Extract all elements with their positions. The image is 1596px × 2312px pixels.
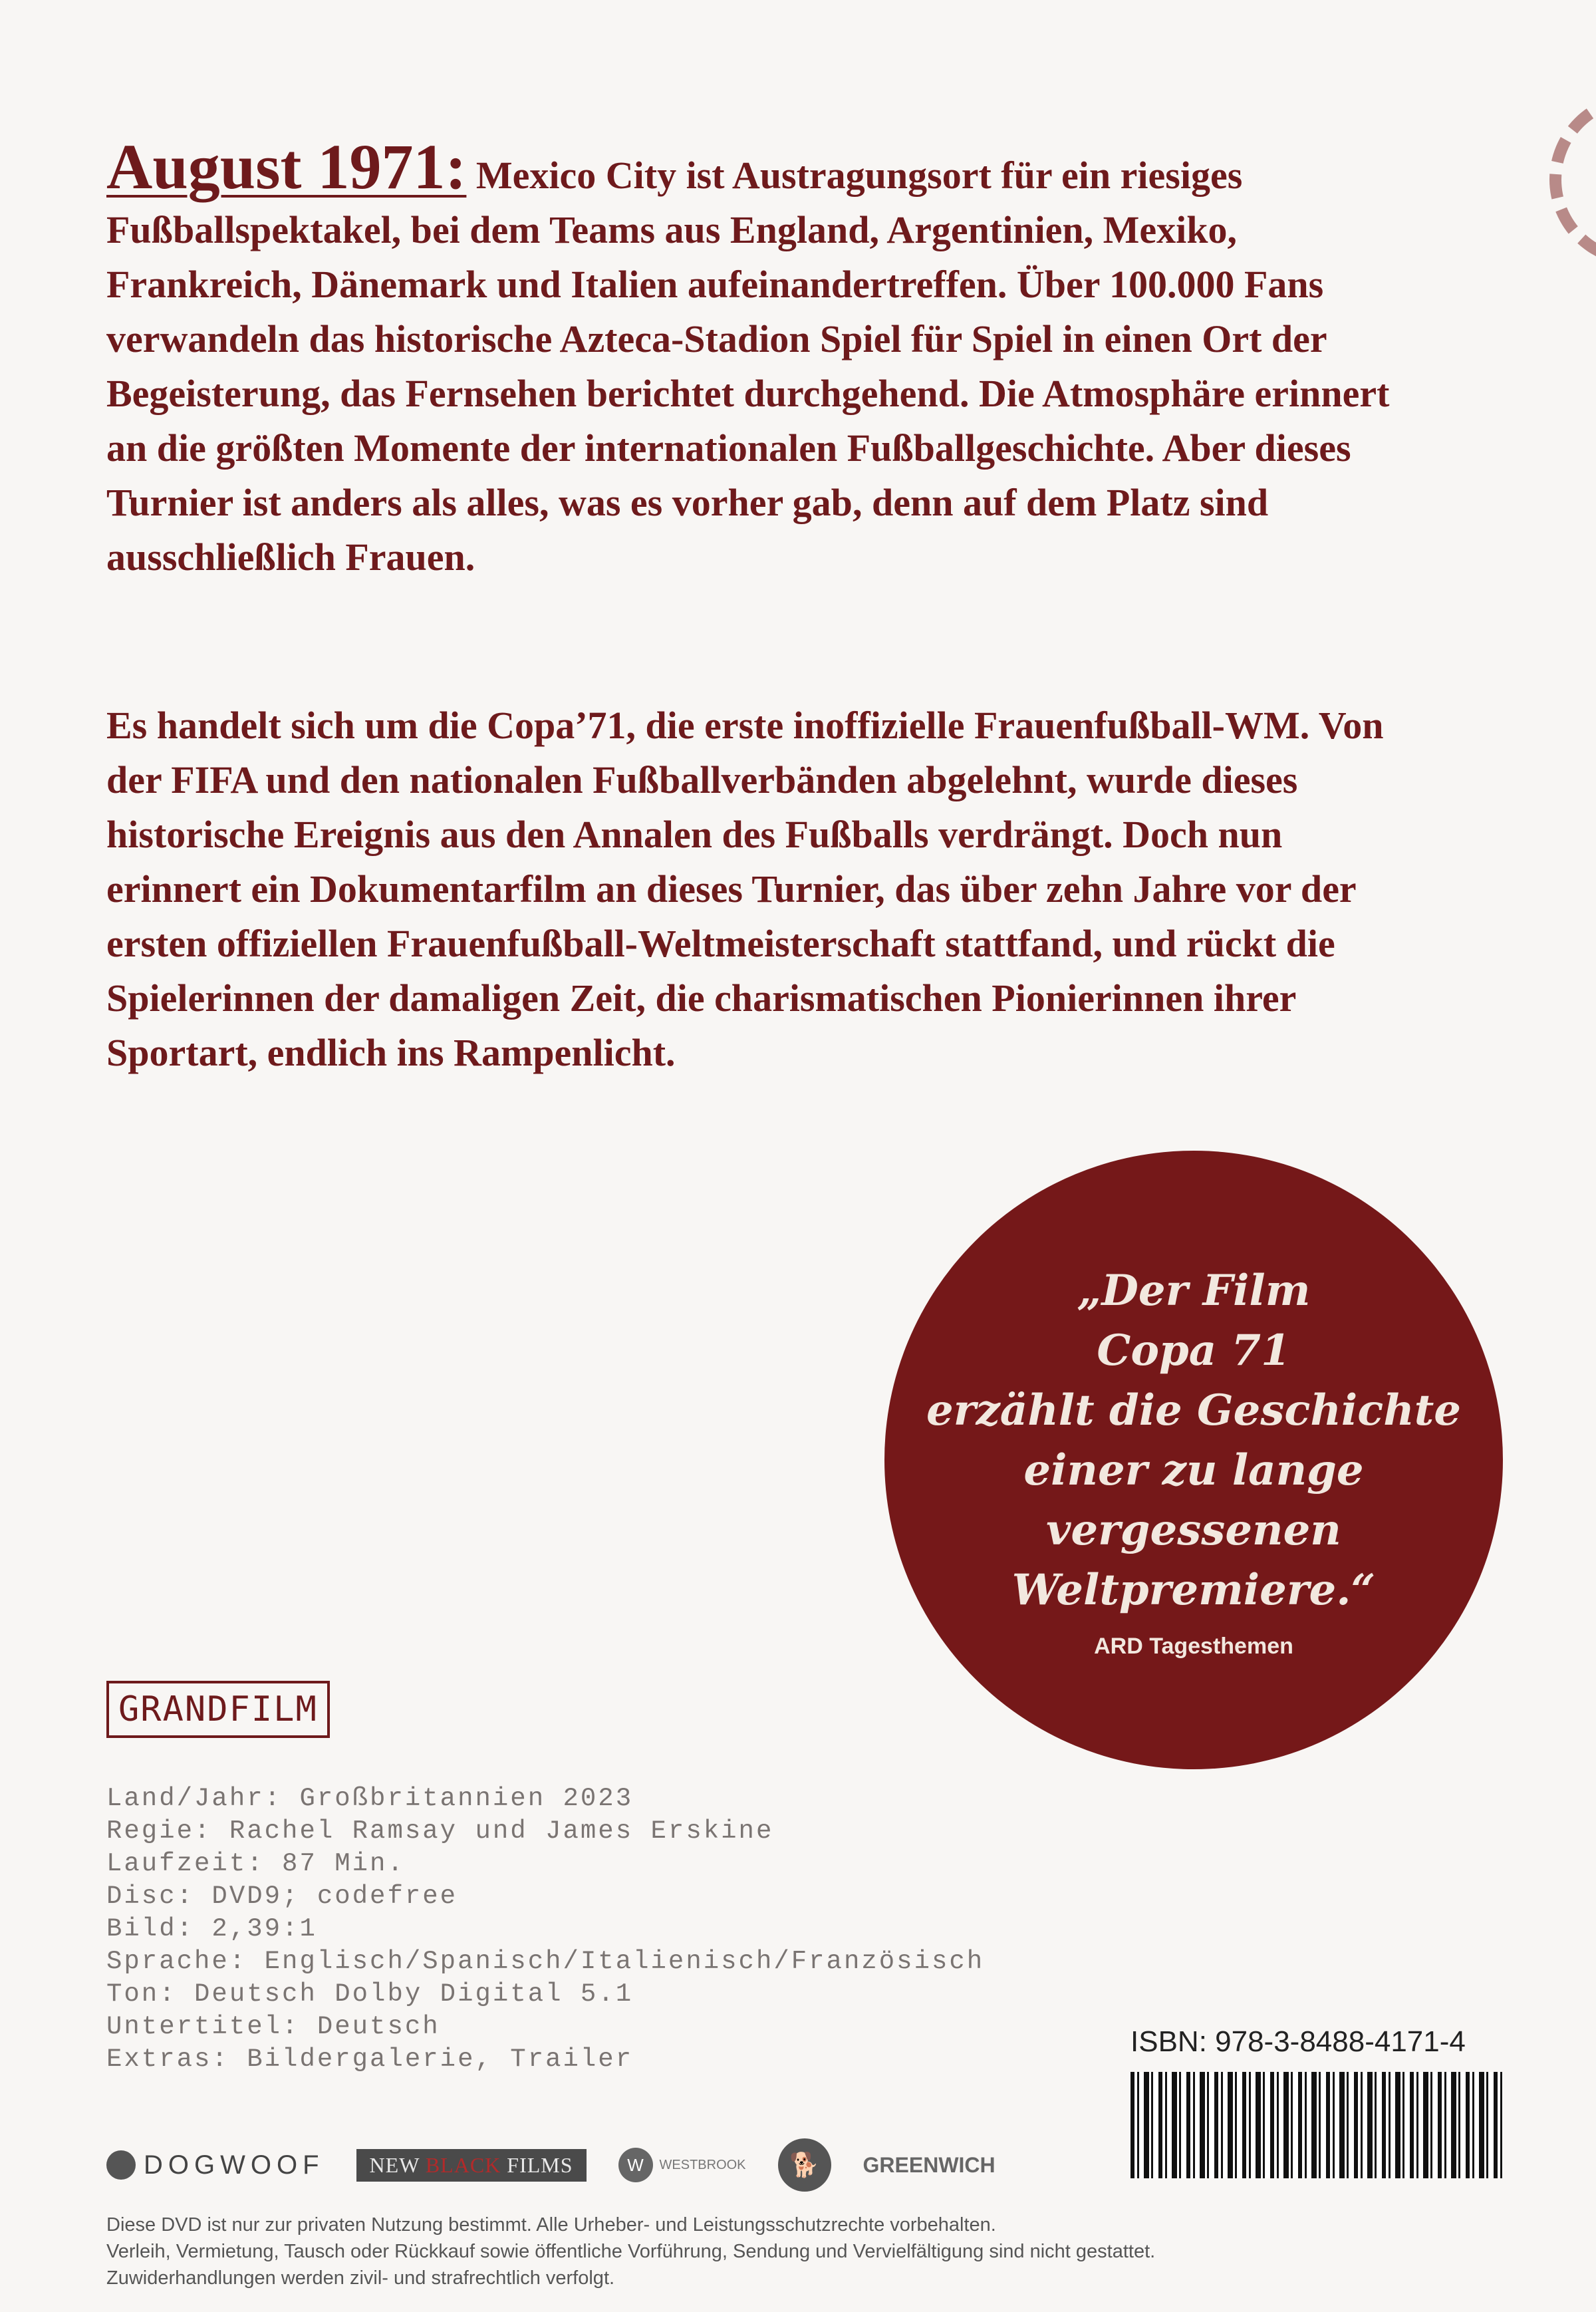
intro-text: Mexico City ist Austragungsort für ein riesiges Fußballspektakel, bei dem Teams aus England, Argentinien, Mexiko, Frankreich, Dänemark und Italien aufeinandertreffen. Über 100.000 Fans verwandeln das historische Azteca-Stadion Spiel für Spiel in einen Ort der Begeisterung, das Fernsehen berichtet durchgehend. Die Atmosphäre erinnert an die größten Momente der internationalen Fußballgeschichte. Aber dieses Turnier ist anders als alles, was es vorher gab, denn auf dem Platz sind ausschließlich Frauen.	[106, 154, 1390, 579]
second-paragraph: Es handelt sich um die Copa’71, die erste inoffizielle Frauenfußball-WM. Von der FIFA und den nationalen Fußballverbänden abgelehnt, wurde dieses historische Ereignis aus den Annalen des Fußballs verdrängt. Doch nun erinnert ein Dokumentarfilm an dieses Turnier, das über zehn Jahre vor der ersten offiziellen Frauenfußball-Weltmeisterschaft stattfand, und rückt die Spielerinnen der damaligen Zeit, die charismatischen Pionierinnen ihrer Sportart, endlich ins Rampenlicht.	[106, 704, 1384, 1074]
spec-line: Extras: Bildergalerie, Trailer	[106, 2045, 634, 2074]
spec-line: Ton: Deutsch Dolby Digital 5.1	[106, 1979, 634, 2009]
spec-line: Disc: DVD9; codefree	[106, 1882, 458, 1911]
grandfilm-logo: GRANDFILM	[106, 1681, 330, 1738]
dogwoof-icon	[106, 2150, 136, 2180]
partner-logos	[106, 2142, 996, 2188]
intro-lead: August 1971:	[106, 131, 467, 202]
new-black-films-logo	[356, 2149, 587, 2182]
quote-source: ARD Tagesthemen	[1094, 1633, 1293, 1659]
spec-line: Untertitel: Deutsch	[106, 2012, 440, 2041]
spec-line: Laufzeit: 87 Min.	[106, 1849, 405, 1878]
spec-line: Land/Jahr: Großbritannien 2023	[106, 1784, 634, 1813]
nbf-new: NEW	[369, 2152, 426, 2177]
quote-circle	[884, 1151, 1503, 1769]
greenwich-logo: GREENWICH	[863, 2152, 996, 2177]
legal-line: Diese DVD ist nur zur privaten Nutzung bestimmt. Alle Urheber- und Leistungsschutzrechte vorbehalten.	[106, 2214, 996, 2236]
decorative-arc	[1549, 93, 1596, 266]
westbrook-icon: W	[618, 2148, 653, 2182]
spec-line: Bild: 2,39:1	[106, 1914, 317, 1944]
intro-paragraph	[106, 131, 1436, 585]
westbrook-text: WESTBROOK	[659, 2157, 746, 2172]
quote-line: vergessenen	[1046, 1505, 1341, 1555]
nbf-black: BLACK	[425, 2152, 507, 2177]
dogwoof-text: DOGWOOF	[144, 2150, 325, 2180]
quote-line: erzählt die Geschichte	[926, 1385, 1461, 1435]
nbf-films: FILMS	[507, 2152, 573, 2177]
legal-line: Verleih, Vermietung, Tausch oder Rückkauf sowie öffentliche Vorführung, Sendung und Vervielfältigung sind nicht gestattet.	[106, 2241, 1156, 2262]
quote-line: Weltpremiere.“	[1011, 1564, 1376, 1615]
dogwoof-logo	[106, 2150, 325, 2180]
legal-line: Zuwiderhandlungen werden zivil- und strafrechtlich verfolgt.	[106, 2267, 615, 2289]
quote-line: „Der Film	[1077, 1265, 1311, 1316]
isbn-text: ISBN: 978-3-8488-4171-4	[1130, 2025, 1466, 2058]
barcode	[1130, 2072, 1503, 2178]
spec-line: Regie: Rachel Ramsay und James Erskine	[106, 1816, 774, 1846]
spec-list	[106, 1783, 984, 2076]
dog-circle-logo-icon: 🐕	[778, 2138, 831, 2192]
spec-line: Sprache: Englisch/Spanisch/Italienisch/Französisch	[106, 1947, 985, 1976]
westbrook-logo	[618, 2148, 746, 2182]
quote-line: Copa 71	[1097, 1325, 1291, 1375]
legal-notice	[106, 2212, 1503, 2291]
quote-line: einer zu lange	[1023, 1445, 1364, 1495]
